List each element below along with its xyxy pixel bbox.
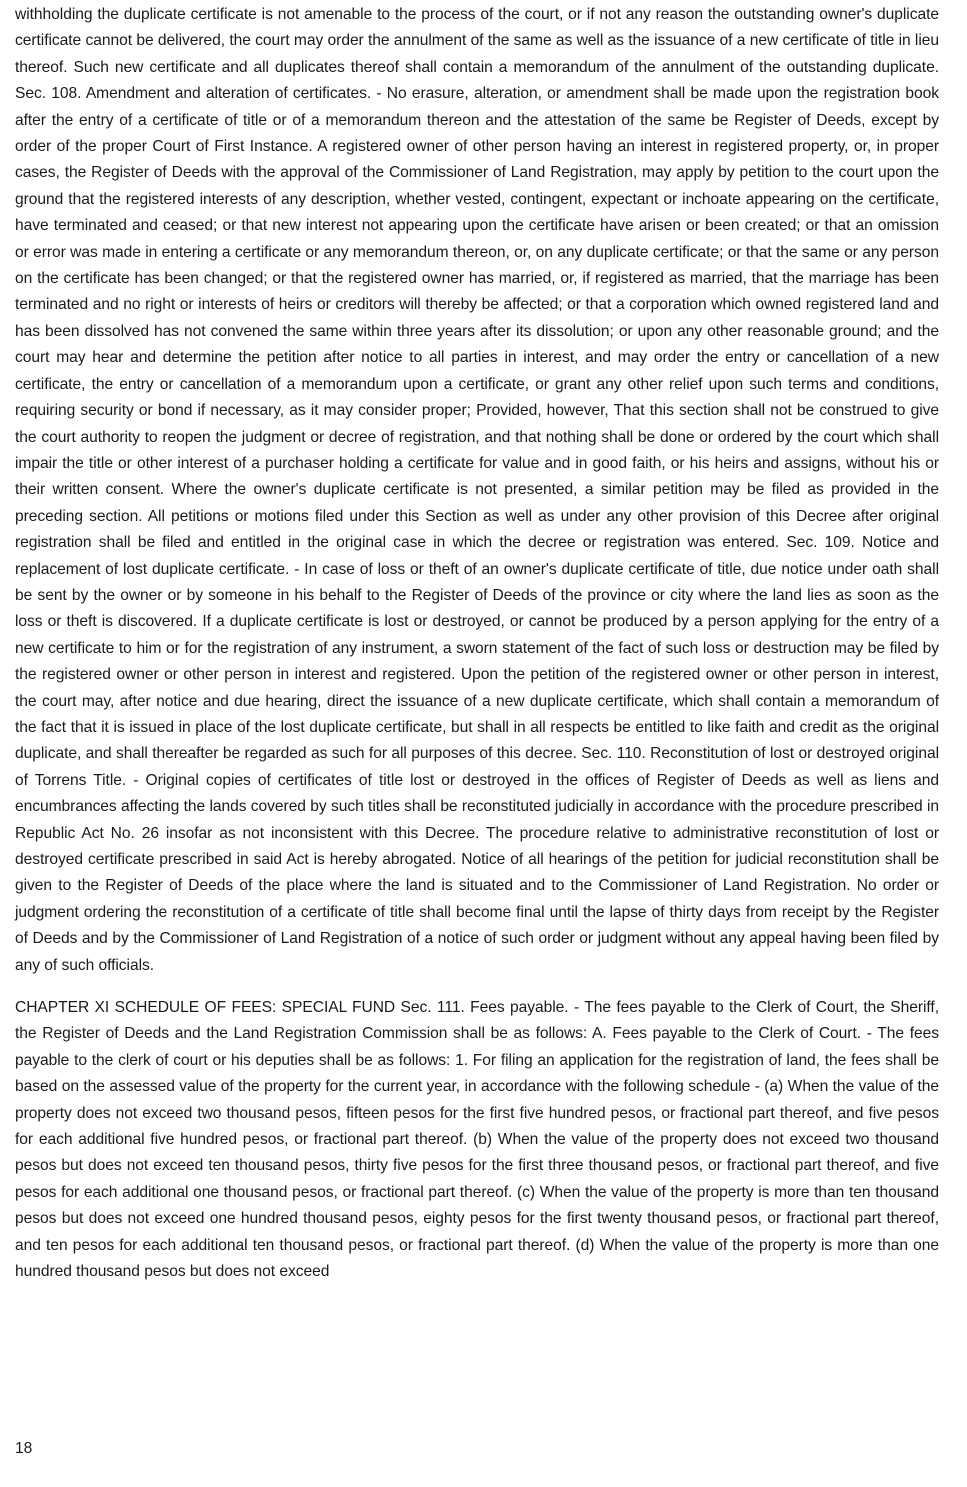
body-paragraph: CHAPTER XI SCHEDULE OF FEES: SPECIAL FUND Sec. 111. Fees payable. - The fees payable to the Clerk of Court, the Sheriff, the Register of Deeds and the Land Registration Commission shall be as follows: A. Fees payable to the Clerk of Court. - The fees payable to the clerk of court or his deputies shall be as follows: 1. For filing an application for the registration of land, the fees shall be based on the assessed value of the property for the current year, in accordance with the following schedule - (a) When the value of the property does not exceed two thousand pesos, fifteen pesos for the first five hundred pesos, or fractional part thereof, and five pesos for each additional five hundred pesos, or fractional part thereof. (b) When the value of the property does not exceed two thousand pesos but does not exceed ten thousand pesos, thirty five pesos for the first three thousand pesos, or fractional part thereof, and five pesos for each additional one thousand pesos, or fractional part thereof. (c) When the value of the property is more than ten thousand pesos but does not exceed one hundred thousand pesos, eighty pesos for the first twenty thousand pesos, or fractional part thereof, and ten pesos for each additional ten thousand pesos, or fractional part thereof. (d) When the value of the property is more than one hundred thousand pesos but does not exceed: [15, 999, 939, 1281]
page-number: 18: [15, 1440, 33, 1457]
document-page: [15, 2, 939, 1286]
body-paragraph: withholding the duplicate certificate is not amenable to the process of the court, or if not any reason the outstanding owner's duplicate certificate cannot be delivered, the court may order the annulment of the same as well as the issuance of a new certificate of title in lieu thereof. Such new certificate and all duplicates thereof shall contain a memorandum of the annulment of the outstanding duplicate. Sec. 108. Amendment and alteration of certificates. - No erasure, alteration, or amendment shall be made upon the registration book after the entry of a certificate of title or of a memorandum thereon and the attestation of the same be Register of Deeds, except by order of the proper Court of First Instance. A registered owner of other person having an interest in registered property, or, in proper cases, the Register of Deeds with the approval of the Commissioner of Land Registration, may apply by petition to the court upon the ground that the registered interests of any description, whether vested, contingent, expectant or inchoate appearing on the certificate, have terminated and ceased; or that new interest not appearing upon the certificate have arisen or been created; or that an omission or error was made in entering a certificate or any memorandum thereon, or, on any duplicate certificate; or that the same or any person on the certificate has been changed; or that the registered owner has married, or, if registered as married, that the marriage has been terminated and no right or interests of heirs or creditors will thereby be affected; or that a corporation which owned registered land and has been dissolved has not convened the same within three years after its dissolution; or upon any other reasonable ground; and the court may hear and determine the petition after notice to all parties in interest, and may order the entry or cancellation of a new certificate, the entry or cancellation of a memorandum upon a certificate, or grant any other relief upon such terms and conditions, requiring security or bond if necessary, as it may consider proper; Provided, however, That this section shall not be construed to give the court authority to reopen the judgment or decree of registration, and that nothing shall be done or ordered by the court which shall impair the title or other interest of a purchaser holding a certificate for value and in good faith, or his heirs and assigns, without his or their written consent. Where the owner's duplicate certificate is not presented, a similar petition may be filed as provided in the preceding section. All petitions or motions filed under this Section as well as under any other provision of this Decree after original registration shall be filed and entitled in the original case in which the decree or registration was entered. Sec. 109. Notice and replacement of lost duplicate certificate. - In case of loss or theft of an owner's duplicate certificate of title, due notice under oath shall be sent by the owner or by someone in his behalf to the Register of Deeds of the province or city where the land lies as soon as the loss or theft is discovered. If a duplicate certificate is lost or destroyed, or cannot be produced by a person applying for the entry of a new certificate to him or for the registration of any instrument, a sworn statement of the fact of such loss or destruction may be filed by the registered owner or other person in interest and registered. Upon the petition of the registered owner or other person in interest, the court may, after notice and due hearing, direct the issuance of a new duplicate certificate, which shall contain a memorandum of the fact that it is issued in place of the lost duplicate certificate, but shall in all respects be entitled to like faith and credit as the original duplicate, and shall thereafter be regarded as such for all purposes of this decree. Sec. 110. Reconstitution of lost or destroyed original of Torrens Title. - Original copies of certificates of title lost or destroyed in the offices of Register of Deeds as well as liens and encumbrances affecting the lands covered by such titles shall be reconstituted judicially in accordance with the procedure prescribed in Republic Act No. 26 insofar as not inconsistent with this Decree. The procedure relative to administrative reconstitution of lost or destroyed certificate prescribed in said Act is hereby abrogated. Notice of all hearings of the petition for judicial reconstitution shall be given to the Register of Deeds of the place where the land is situated and to the Commissioner of Land Registration. No order or judgment ordering the reconstitution of a certificate of title shall become final until the lapse of thirty days from receipt by the Register of Deeds and by the Commissioner of Land Registration of a notice of such order or judgment without any appeal having been filed by any of such officials.: [15, 6, 939, 974]
